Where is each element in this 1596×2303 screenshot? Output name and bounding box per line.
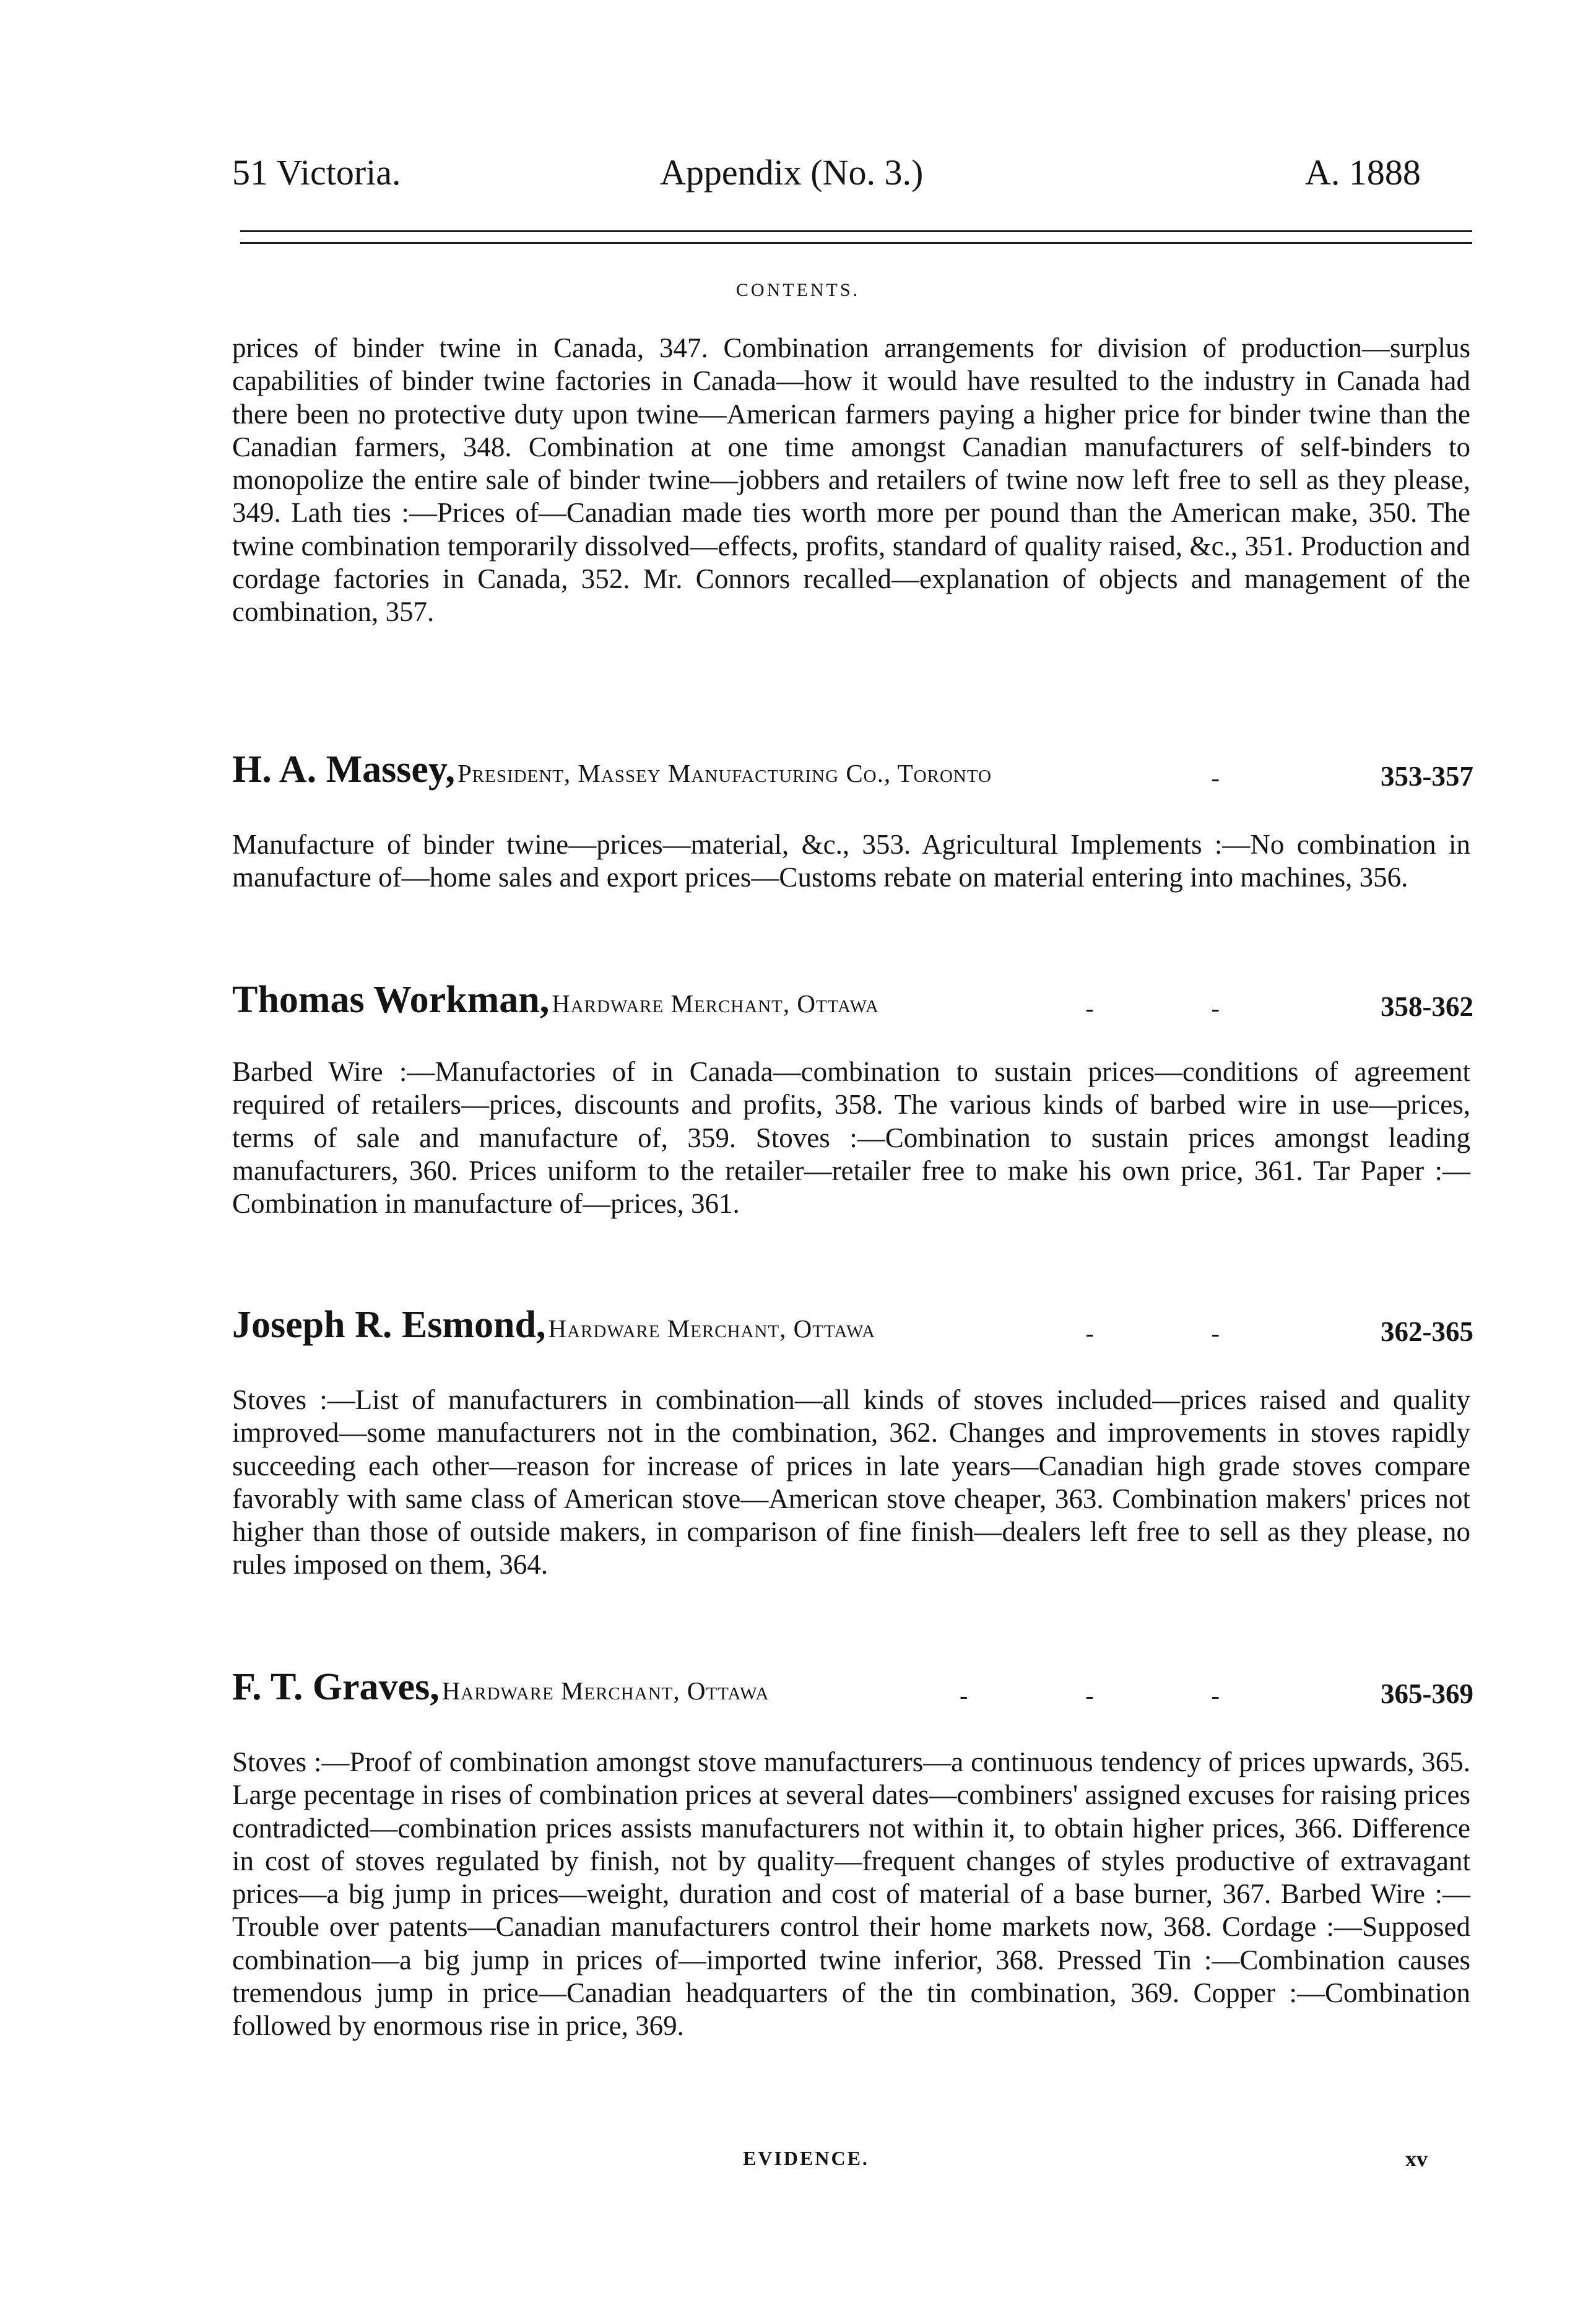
witness-name: Joseph R. Esmond,: [232, 1304, 546, 1346]
running-head-session: 51 Victoria.: [232, 152, 401, 193]
intro-paragraph: prices of binder twine in Canada, 347. Combination arrangements for division of production—surplus capabilities of binder twine factories in Canada—how it would have resulted to the industry in Canada had there been no protective duty upon twine—American farmers paying a higher price for binder twine than the Canadian farmers, 348. Combination at one time amongst Canadian manufacturers of self-binders to monopolize the entire sale of binder twine—jobbers and retailers of twine now left free to sell as they please, 349. Lath ties :—Prices of—Canadian made ties worth more per pound than the American make, 350. The twine combination temporarily dissolved—effects, profits, standard of quality raised, &c., 351. Production and cordage factories in Canada, 352. Mr. Connors recalled—explanation of objects and management of the combination, 357.: [232, 332, 1470, 628]
header-double-rule: [240, 230, 1472, 244]
running-head-appendix: Appendix (No. 3.): [660, 152, 924, 193]
page-range: 353-357: [1381, 761, 1473, 792]
leader-dots: - - -: [960, 1681, 1275, 1709]
running-head: [0, 152, 1596, 201]
witness-summary-graves: Stoves :—Proof of combination amongst stove manufacturers—a continuous tendency of prices upwards, 365. Large pecentage in rises of combination prices at several dates—combiners' assigned excuses for raising prices contradicted—combination prices assists manufacturers not within it, to obtain higher prices, 366. Difference in cost of stoves regulated by finish, not by quality—frequent changes of styles productive of extravagant prices—a big jump in prices—weight, duration and cost of material of a base burner, 367. Barbed Wire :—Trouble over patents—Canadian manufacturers control their home markets now, 368. Cordage :—Supposed combination—a big jump in prices of—imported twine inferior, 368. Pressed Tin :—Combination causes tremendous jump in price—Canadian headquarters of the tin combination, 369. Copper :—Combination followed by enormous rise in price, 369.: [232, 1746, 1470, 2042]
witness-summary-esmond: Stoves :—List of manufacturers in combination—all kinds of stoves included—prices raised and quality improved—some manufacturers not in the combination, 362. Changes and improvements in stoves rapidly succeeding each other—reason for increase of prices in late years—Canadian high grade stoves compare favorably with same class of American stove—American stove cheaper, 363. Combination makers' prices not higher than those of outside makers, in comparison of fine finish—dealers left free to sell as they please, no rules imposed on them, 364.: [232, 1384, 1470, 1581]
leader-dots: - -: [1085, 1319, 1275, 1347]
witness-name: Thomas Workman,: [232, 979, 550, 1021]
witness-name: F. T. Graves,: [232, 1666, 440, 1708]
witness-heading-graves: [232, 1665, 1473, 1715]
witness-heading-massey: [232, 748, 1473, 797]
leader-dots: - -: [1085, 994, 1275, 1022]
page-range: 358-362: [1381, 991, 1473, 1022]
leader-dots: -: [1211, 764, 1275, 792]
page-range: 362-365: [1381, 1316, 1473, 1347]
page-range: 365-369: [1381, 1678, 1473, 1709]
witness-heading-workman: [232, 978, 1473, 1028]
witness-summary-workman: Barbed Wire :—Manufactories of in Canada—combination to sustain prices—conditions of agreement required of retailers—prices, discounts and profits, 358. The various kinds of barbed wire in use—prices, terms of sale and manufacture of, 359. Stoves :—Combination to sustain prices amongst leading manufacturers, 360. Prices uniform to the retailer—retailer free to make his own price, 361. Tar Paper :—Combination in manufacture of—prices, 361.: [232, 1056, 1470, 1220]
section-title: CONTENTS.: [735, 280, 861, 300]
signature-mark: xv: [1405, 2146, 1428, 2171]
witness-summary-massey: Manufacture of binder twine—prices—material, &c., 353. Agricultural Implements :—No combination in manufacture of—home sales and export prices—Customs rebate on material entering into machines, 356.: [232, 829, 1470, 893]
witness-role: Hardware Merchant, Ottawa: [548, 1314, 876, 1343]
witness-role: Hardware Merchant, Ottawa: [441, 1676, 770, 1705]
witness-role: President, Massey Manufacturing Co., Toronto: [457, 759, 992, 787]
running-head-year: A. 1888: [1305, 152, 1421, 193]
witness-heading-esmond: [232, 1303, 1473, 1353]
witness-role: Hardware Merchant, Ottawa: [552, 989, 879, 1018]
catchword: EVIDENCE.: [743, 2147, 869, 2169]
witness-name: H. A. Massey,: [232, 748, 455, 791]
